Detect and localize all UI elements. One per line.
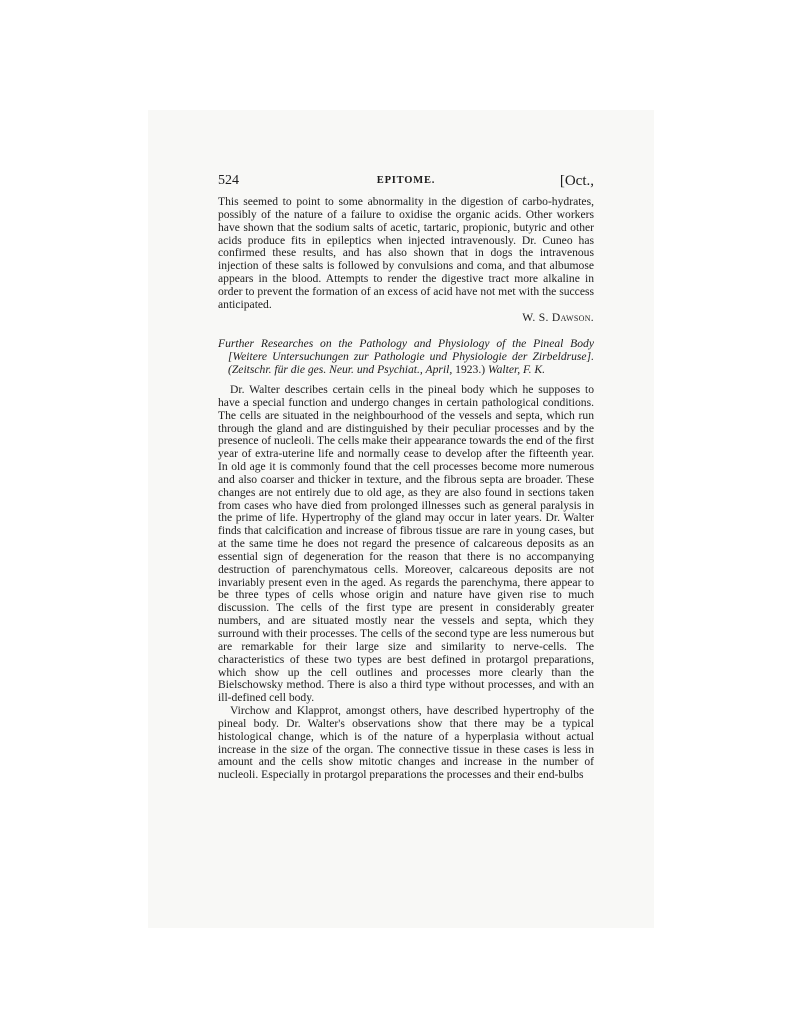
article-year: 1923.)	[455, 363, 486, 377]
article-journal: (Zeitschr. für die ges. Neur. und Psychiat., April,	[228, 363, 453, 377]
article-title-german: [Weitere Untersuchungen zur Pathologie und Physiologie der Zirbeldruse].	[228, 350, 594, 364]
previous-abstract-paragraph: This seemed to point to some abnormality in the digestion of carbo-hydrates, possibly of the nature of a failure to oxidise the organic acids. Other workers have shown that the sodium salts of acetic, tartaric, propionic, butyric and other acids produce fits in epileptics when injected intravenously. Dr. Cuneo has confirmed these results, and has also shown that in dogs the intravenous injection of these salts is followed by convulsions and coma, and that albumose appears in the blood. Attempts to render the digestive tract more alkaline in order to prevent the formation of an excess of acid have not met with the success anticipated.	[218, 195, 594, 311]
issue-date: [Oct.,	[559, 173, 594, 189]
article-citation	[218, 338, 594, 377]
article-author: Walter, F. K.	[488, 363, 546, 377]
page-header	[218, 170, 594, 192]
previous-abstract-signoff-line	[218, 312, 594, 325]
reviewer-signoff: W. S. Dawson.	[522, 310, 594, 324]
article-title-english: Further Researches on the Pathology and Physiology of the Pineal Body	[218, 337, 594, 351]
running-title: EPITOME.	[376, 175, 436, 186]
journal-page	[218, 170, 594, 782]
body-paragraph-2: Virchow and Klapprot, amongst others, have described hypertrophy of the pineal body. Dr. Walter's observations show that there may be a typical histological change, which is of the nature of a hyperplasia without actual increase in the size of the organ. The connective tissue in these cases is less in amount and the cells show mitotic changes and increase in the number of nucleoli. Especially in protargol preparations the processes and their end-bulbs	[218, 704, 594, 782]
body-paragraph-1: Dr. Walter describes certain cells in the pineal body which he supposes to have a special function and undergo changes in certain pathological conditions. The cells are situated in the neighbourhood of the vessels and septa, which run through the gland and are distinguished by their peculiar processes and by the presence of nucleoli. The cells make their appearance towards the end of the first year of extra-uterine life and normally cease to develop after the fifteenth year. In old age it is commonly found that the cell processes become more numerous and also coarser and thicker in texture, and the fibrous septa are broader. These changes are not entirely due to old age, as they are also found in sections taken from cases who have died from prolonged illnesses such as general paralysis in the prime of life. Hypertrophy of the gland may occur in later years. Dr. Walter finds that calcification and increase of fibrous tissue are rare in young cases, but at the same time he does not regard the presence of calcareous deposits as an essential sign of degeneration for the reason that there is no accompanying destruction of parenchymatous cells. Moreover, calcareous deposits are not invariably present even in the aged. As regards the parenchyma, there appear to be three types of cells whose origin and nature have given rise to much discussion. The cells of the first type are present in considerably greater numbers, and are situated mostly near the vessels and septa, which they surround with their processes. The cells of the second type are less numerous but are remarkable for their large size and similarity to nerve-cells. The characteristics of these two types are best defined in protargol preparations, which show up the cell outlines and processes more clearly than the Bielschowsky method. There is also a third type without processes, and with an ill-defined cell body.	[218, 382, 594, 705]
page-number: 524	[218, 173, 239, 188]
